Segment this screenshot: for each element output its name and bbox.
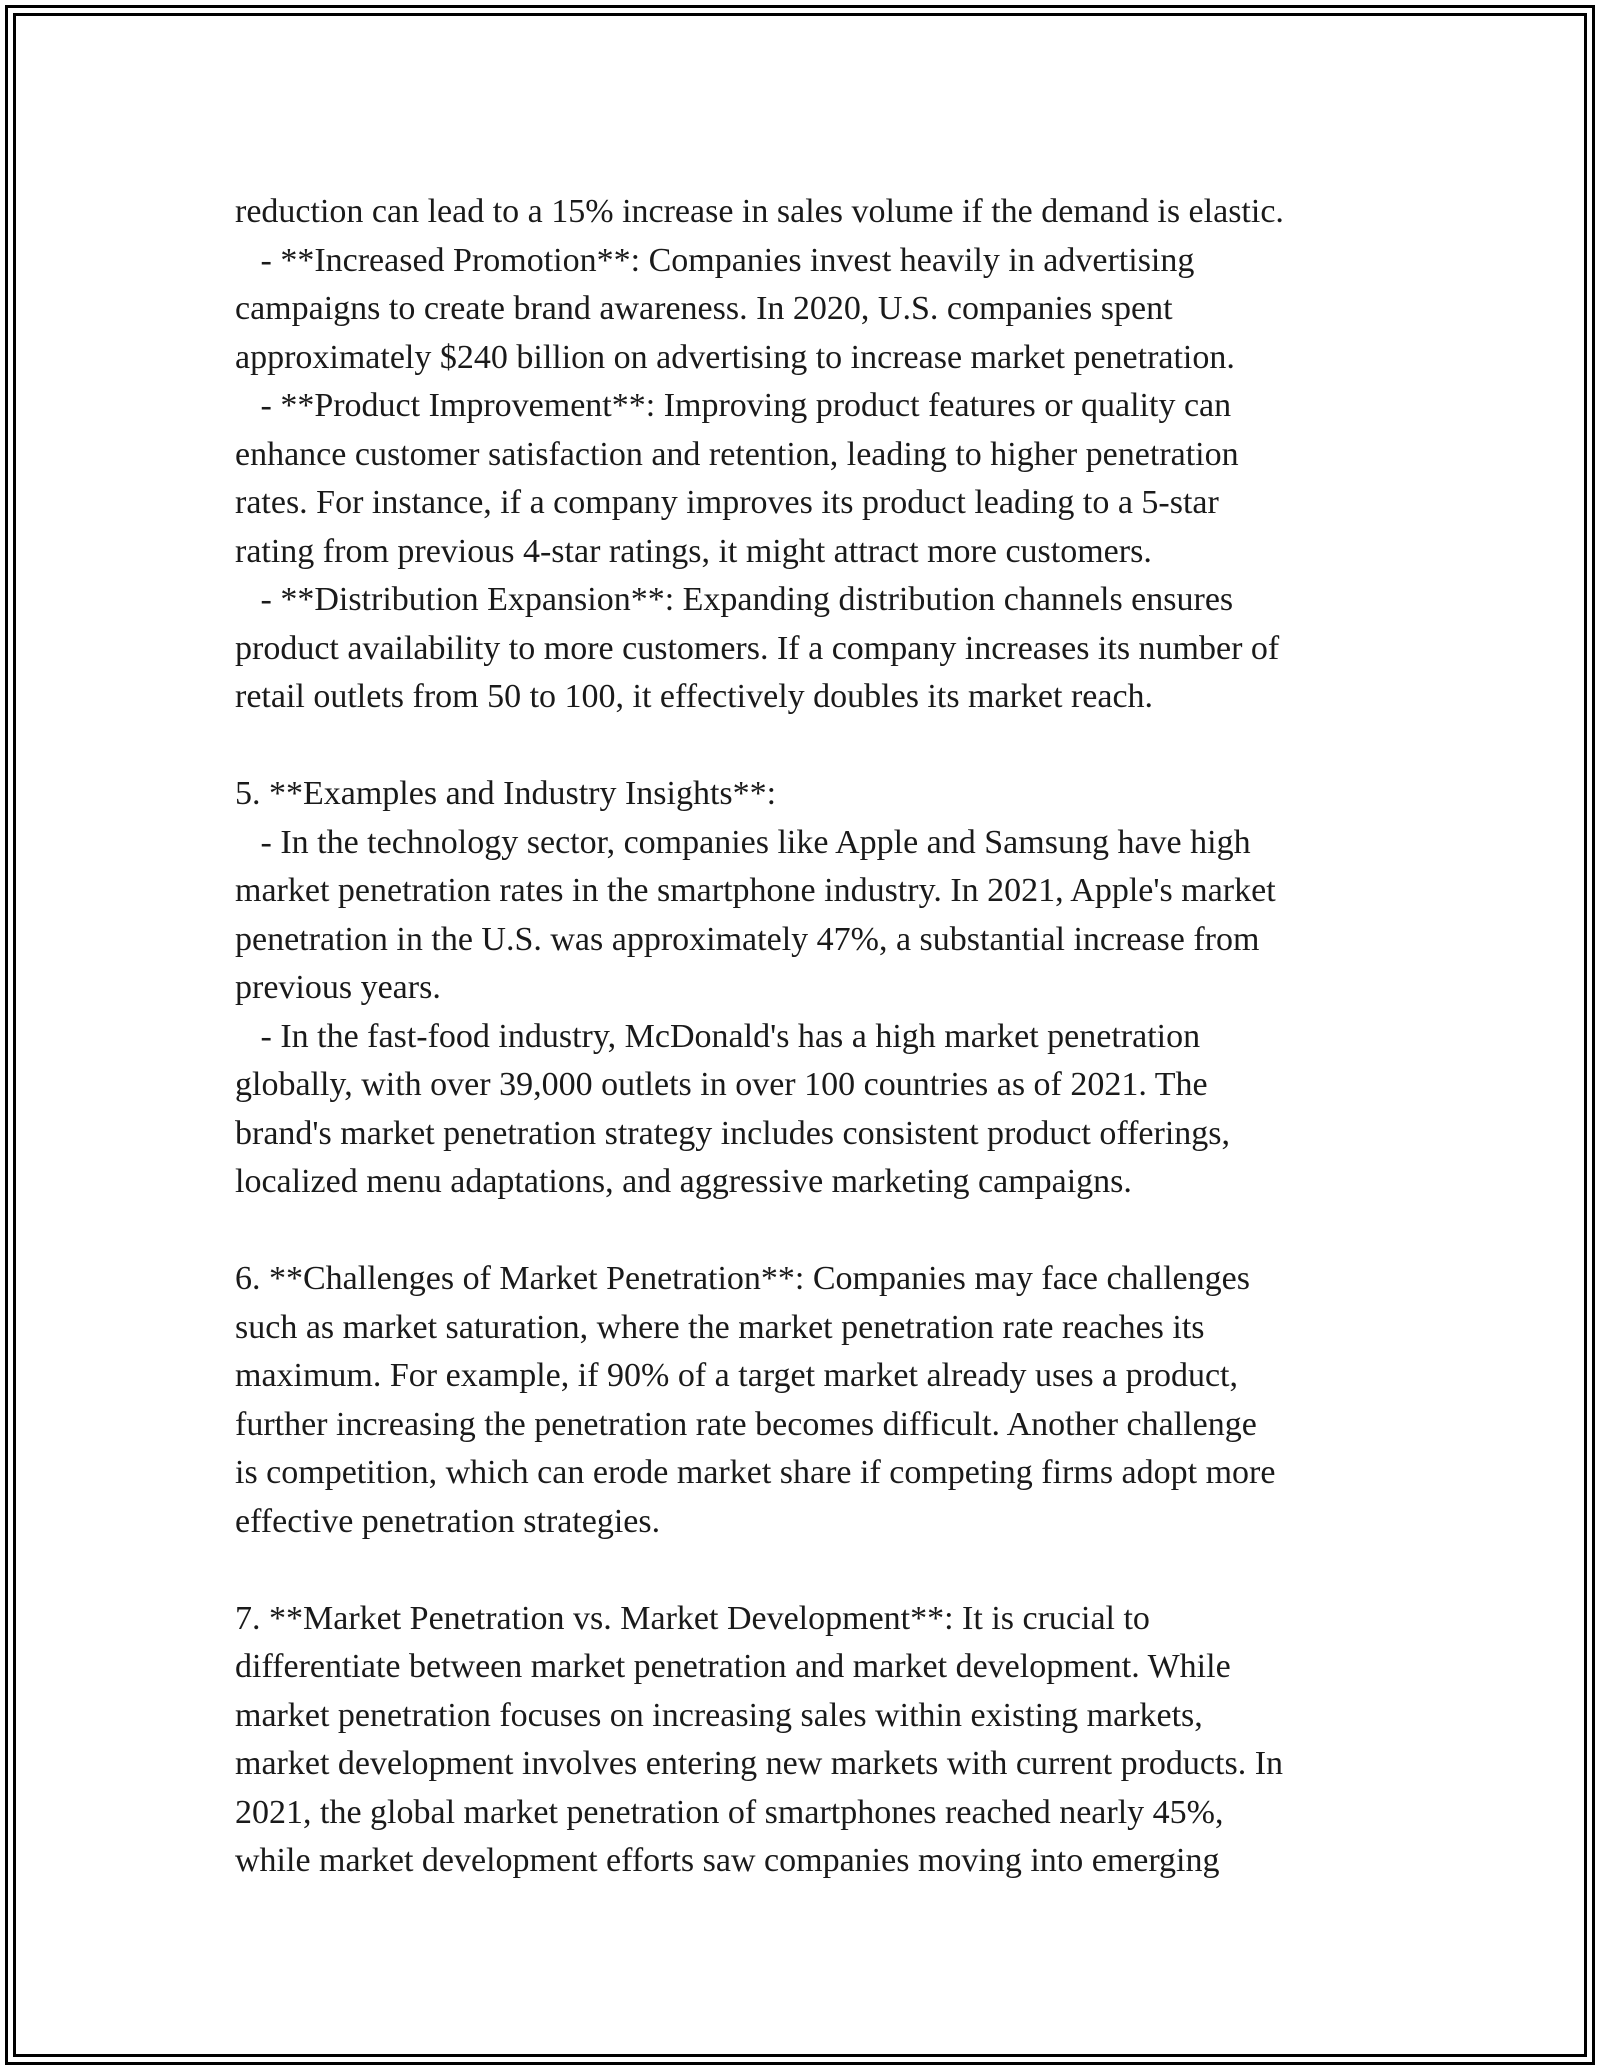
- text-line: brand's market penetration strategy includes consistent product offerings,: [235, 1114, 1230, 1152]
- document-body: [235, 188, 1395, 1886]
- text-line: penetration in the U.S. was approximately 47%, a substantial increase from: [235, 920, 1260, 958]
- text-line: is competition, which can erode market share if competing firms adopt more: [235, 1454, 1276, 1491]
- text-line: market penetration focuses on increasing sales within existing markets,: [235, 1696, 1203, 1734]
- blank-line: [235, 722, 1395, 771]
- text-line: effective penetration strategies.: [235, 1502, 661, 1540]
- text-line: rates. For instance, if a company improves its product leading to a 5-star: [235, 484, 1219, 521]
- section-heading: 7. **Market Penetration vs. Market Development**: It is crucial to: [235, 1599, 1150, 1637]
- text-line: - **Increased Promotion**: Companies invest heavily in advertising: [235, 241, 1195, 279]
- text-line: product availability to more customers. If a company increases its number of: [235, 629, 1280, 667]
- text-line: further increasing the penetration rate becomes difficult. Another challenge: [235, 1405, 1257, 1443]
- text-line: market penetration rates in the smartphone industry. In 2021, Apple's market: [235, 872, 1276, 909]
- text-line: previous years.: [235, 969, 441, 1006]
- text-line: globally, with over 39,000 outlets in over 100 countries as of 2021. The: [235, 1066, 1208, 1103]
- text-line: while market development efforts saw companies moving into emerging: [235, 1842, 1220, 1879]
- text-line: - **Product Improvement**: Improving product features or quality can: [235, 387, 1232, 424]
- text-line: campaigns to create brand awareness. In 2020, U.S. companies spent: [235, 290, 1173, 327]
- blank-line: [235, 1207, 1395, 1256]
- text-line: market development involves entering new markets with current products. In: [235, 1745, 1284, 1782]
- blank-line: [235, 1546, 1395, 1595]
- text-line: maximum. For example, if 90% of a target market already uses a product,: [235, 1357, 1238, 1394]
- text-line: - In the fast-food industry, McDonald's has a high market penetration: [235, 1017, 1201, 1055]
- text-line: retail outlets from 50 to 100, it effectively doubles its market reach.: [235, 678, 1154, 715]
- section-heading: 5. **Examples and Industry Insights**:: [235, 775, 777, 812]
- text-line: differentiate between market penetration and market development. While: [235, 1648, 1231, 1685]
- text-line: rating from previous 4-star ratings, it might attract more customers.: [235, 532, 1152, 570]
- text-line: 2021, the global market penetration of smartphones reached nearly 45%,: [235, 1793, 1224, 1831]
- text-line: localized menu adaptations, and aggressive marketing campaigns.: [235, 1163, 1132, 1200]
- text-line: reduction can lead to a 15% increase in sales volume if the demand is elastic.: [235, 193, 1284, 230]
- text-line: - **Distribution Expansion**: Expanding distribution channels ensures: [235, 581, 1234, 618]
- text-line: approximately $240 billion on advertising to increase market penetration.: [235, 338, 1235, 376]
- text-line: - In the technology sector, companies like Apple and Samsung have high: [235, 823, 1251, 861]
- section-heading: 6. **Challenges of Market Penetration**: Companies may face challenges: [235, 1260, 1250, 1297]
- text-line: such as market saturation, where the market penetration rate reaches its: [235, 1308, 1205, 1346]
- text-line: enhance customer satisfaction and retention, leading to higher penetration: [235, 435, 1239, 473]
